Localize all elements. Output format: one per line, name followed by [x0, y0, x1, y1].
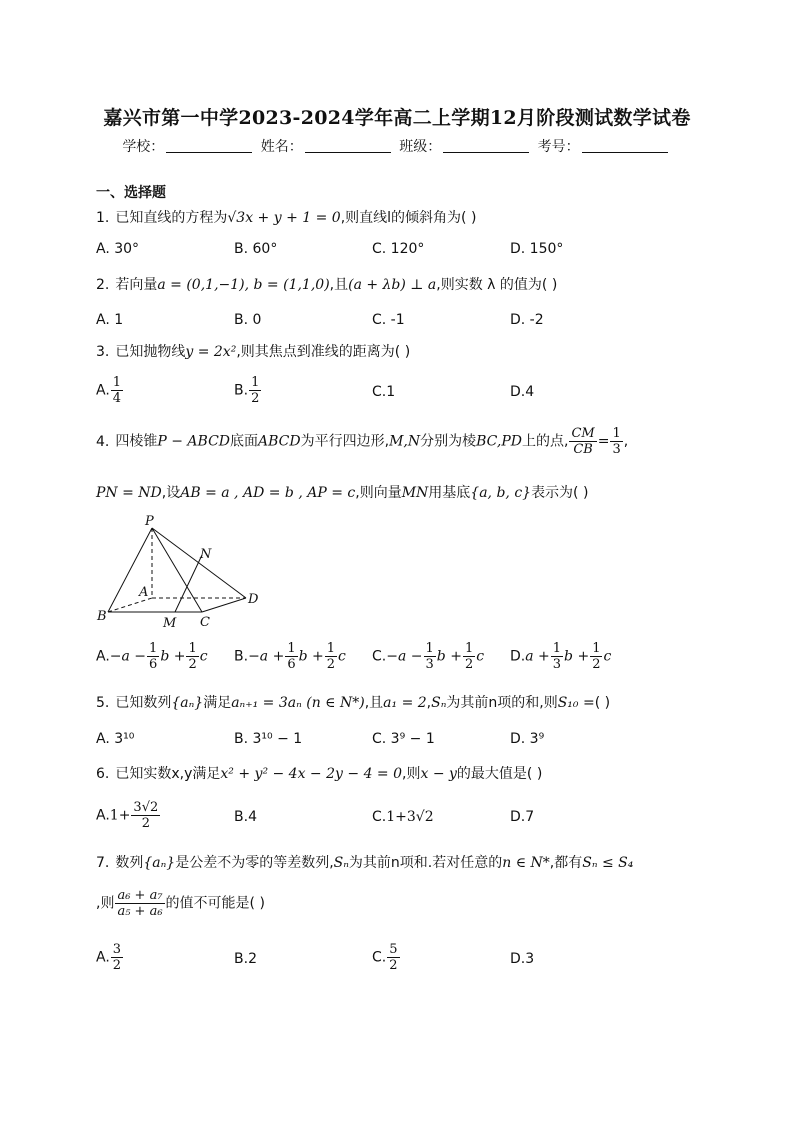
question-text: 分别为棱: [420, 433, 477, 450]
question-text: 底面: [230, 433, 259, 450]
label-a: A: [139, 585, 149, 600]
option-label: B.: [234, 382, 249, 399]
term: b +: [436, 648, 462, 665]
option-a[interactable]: A. 1: [96, 312, 124, 328]
question-text: 已知数列: [115, 695, 172, 711]
question-text: 为平行四边形,: [300, 433, 390, 450]
fraction: [424, 641, 436, 672]
fraction: [111, 942, 123, 973]
options-6: [96, 800, 716, 840]
question-text: ,且: [329, 277, 349, 293]
equation: y = 2x²: [185, 344, 237, 360]
question-text: ,设: [161, 485, 181, 501]
option-d[interactable]: [510, 809, 534, 825]
option-label: A.: [96, 648, 110, 665]
option-a[interactable]: [96, 375, 124, 406]
fraction: [463, 641, 475, 672]
option-label: A.: [96, 382, 110, 399]
option-value: 3: [525, 951, 535, 967]
options-1: [96, 241, 716, 271]
option-b[interactable]: [234, 809, 257, 825]
numerator: 1: [326, 641, 336, 656]
question-2: [96, 274, 716, 294]
numerator: 1: [112, 375, 122, 390]
label-d: D: [248, 592, 259, 607]
option-a[interactable]: [96, 800, 161, 831]
question-text: 上的点,: [521, 433, 569, 450]
denominator: 2: [188, 657, 197, 672]
numerator: 1: [188, 641, 197, 656]
question-number: 5.: [96, 695, 110, 711]
denominator: 2: [389, 958, 398, 973]
question-text: 已知抛物线: [115, 344, 186, 360]
option-value: 4: [248, 809, 257, 825]
option-c[interactable]: [372, 942, 401, 973]
denominator: 4: [112, 391, 122, 406]
denominator: 3: [552, 657, 562, 672]
question-5: [96, 692, 716, 712]
option-b[interactable]: B. 3¹⁰ − 1: [234, 731, 303, 747]
question-7-line-2: [96, 888, 716, 919]
equation: a = (0,1,−1), b = (1,1,0): [157, 277, 330, 293]
numerator: 5: [389, 942, 398, 957]
option-c[interactable]: C. 120°: [372, 241, 425, 257]
denominator: 3: [425, 657, 434, 672]
equation: {aₙ}: [171, 695, 204, 711]
section-title: 一、选择题: [96, 185, 166, 201]
fraction: [610, 426, 622, 457]
segment-mn: [175, 555, 202, 612]
question-text: ,则其焦点到准线的距离为( ): [236, 344, 411, 360]
option-c[interactable]: [372, 641, 484, 672]
fraction: [590, 641, 602, 672]
option-b[interactable]: B. 0: [234, 312, 262, 328]
question-text: ,且: [364, 695, 384, 711]
option-value: 7: [525, 809, 535, 825]
option-label: C.: [372, 809, 387, 825]
option-label: D.: [510, 648, 526, 665]
question-text: 已知直线的方程为: [115, 210, 228, 226]
numerator: CM: [571, 426, 595, 441]
option-a[interactable]: [96, 942, 124, 973]
term: b +: [564, 648, 590, 665]
equation: S₁₀ =: [557, 695, 595, 711]
equation: Sₙ ≤ S₄: [582, 855, 634, 871]
option-label: B.: [234, 809, 249, 825]
question-text: 是公差不为零的等差数列,: [175, 855, 334, 871]
equation: (a + λb) ⊥ a: [348, 277, 437, 293]
term: c: [338, 648, 346, 665]
option-value: 1+3√2: [386, 809, 434, 825]
option-label: B.: [234, 648, 249, 665]
fraction: [115, 888, 164, 919]
question-number: 2.: [96, 277, 110, 293]
option-b[interactable]: B. 60°: [234, 241, 278, 257]
fraction: [569, 426, 596, 457]
fraction: [387, 942, 399, 973]
label-p: P: [145, 514, 154, 529]
option-value: 2: [248, 951, 257, 967]
denominator: 6: [149, 657, 158, 672]
question-text: ,则向量: [355, 485, 402, 501]
option-d[interactable]: D. -2: [510, 312, 544, 328]
question-text: 满足: [203, 695, 232, 711]
fraction: [147, 641, 159, 672]
denominator: 2: [592, 657, 601, 672]
term: −a +: [248, 648, 285, 665]
question-text: ,则: [402, 766, 421, 782]
numerator: 3: [112, 942, 122, 957]
option-a[interactable]: [96, 641, 208, 672]
option-label: D.: [510, 384, 526, 400]
question-text: 用基底: [428, 485, 471, 501]
question-text: 的最大值是( ): [456, 766, 543, 782]
fraction: [285, 641, 297, 672]
question-text: 若向量: [115, 277, 158, 293]
question-text: 四棱锥: [115, 433, 158, 450]
question-text: 已知实数x,y满足: [115, 766, 221, 782]
denominator: a₅ + a₆: [117, 904, 163, 919]
option-b[interactable]: [234, 951, 257, 967]
option-a[interactable]: A. 3¹⁰: [96, 731, 135, 747]
fraction: [551, 641, 563, 672]
numerator: 1: [612, 426, 621, 441]
option-d[interactable]: [510, 951, 534, 967]
denominator: CB: [573, 442, 593, 457]
equation: ABCD: [258, 433, 301, 450]
question-text: ,都有: [549, 855, 583, 871]
fraction: [111, 375, 123, 406]
term: c: [476, 648, 485, 665]
option-d[interactable]: [510, 641, 611, 672]
options-5: [96, 731, 716, 761]
option-value: 1: [386, 384, 396, 400]
denominator: 6: [287, 657, 296, 672]
question-1: [96, 207, 716, 227]
question-number: 1.: [96, 210, 110, 226]
denominator: 2: [464, 657, 474, 672]
numerator: a₆ + a₇: [117, 888, 163, 903]
fraction: [131, 800, 160, 831]
denominator: 2: [326, 657, 336, 672]
option-c[interactable]: C. -1: [372, 312, 405, 328]
option-a[interactable]: A. 30°: [96, 241, 140, 257]
question-text: ,则实数 λ 的值为( ): [436, 277, 558, 293]
question-text: 的值不可能是( ): [165, 895, 265, 912]
question-6: [96, 763, 716, 783]
equation: BC,PD: [476, 433, 522, 450]
numerator: 1: [251, 375, 260, 390]
option-c[interactable]: [372, 384, 395, 400]
equation: M,N: [389, 433, 421, 450]
numerator: 1: [287, 641, 296, 656]
option-value: 4: [525, 384, 535, 400]
question-text: ( ): [594, 695, 611, 711]
option-label: C.: [372, 384, 387, 400]
option-c[interactable]: C. 3⁹ − 1: [372, 731, 435, 747]
equals-sign: =: [597, 433, 610, 450]
label-c: C: [200, 615, 210, 630]
equation: aₙ₊₁ = 3aₙ (n ∈ N*): [231, 695, 365, 711]
term: −a −: [109, 648, 147, 665]
equation: AB = a , AD = b , AP = c: [180, 485, 356, 501]
question-number: 6.: [96, 766, 110, 782]
student-info-line: [0, 136, 794, 156]
term: 1+: [109, 807, 131, 824]
id-label: 考号：: [537, 139, 580, 155]
option-d[interactable]: D. 3⁹: [510, 731, 545, 747]
question-text: 表示为( ): [531, 485, 589, 501]
denominator: 2: [141, 816, 150, 831]
option-label: C.: [372, 648, 387, 665]
numerator: 1: [592, 641, 601, 656]
numerator: 3√2: [133, 800, 159, 815]
question-7: [96, 852, 716, 872]
option-d[interactable]: D. 150°: [510, 241, 564, 257]
id-blank[interactable]: [582, 138, 668, 153]
name-blank[interactable]: [305, 138, 391, 153]
option-b[interactable]: [234, 375, 262, 406]
options-7: [96, 942, 716, 982]
question-text: ,则: [96, 895, 115, 912]
denominator: 3: [612, 442, 621, 457]
term: c: [199, 648, 208, 665]
equation: {a, b, c}: [470, 485, 532, 501]
question-text: 数列: [115, 855, 144, 871]
term: a +: [525, 648, 550, 665]
numerator: 1: [552, 641, 562, 656]
equation: P − ABCD: [157, 433, 231, 450]
exam-title: 嘉兴市第一中学2023-2024学年高二上学期12月阶段测试数学试卷: [103, 107, 691, 129]
name-label: 姓名：: [260, 139, 303, 155]
label-m: M: [163, 616, 177, 630]
label-b: B: [97, 609, 107, 624]
numerator: 1: [149, 641, 158, 656]
equation: n ∈ N*: [502, 855, 550, 871]
option-label: A.: [96, 807, 110, 824]
question-text: 为其前n项的和,则: [446, 695, 558, 711]
edge-cd: [202, 598, 246, 612]
numerator: 1: [425, 641, 434, 656]
equation: x − y: [420, 766, 457, 782]
label-n: N: [200, 547, 212, 562]
fraction: [249, 375, 261, 406]
option-b[interactable]: [234, 641, 346, 672]
option-label: D.: [510, 809, 526, 825]
equation: Sₙ: [333, 855, 349, 871]
fraction: [325, 641, 337, 672]
numerator: 1: [464, 641, 474, 656]
fraction: [186, 641, 198, 672]
question-text: ,则直线l的倾斜角为( ): [340, 210, 477, 226]
options-2: [96, 312, 716, 342]
term: c: [603, 648, 612, 665]
equation: a₁ = 2: [383, 695, 427, 711]
question-4-line-2: [96, 482, 716, 502]
question-3: [96, 341, 716, 361]
edge-pd: [152, 528, 246, 598]
school-label: 学校：: [122, 139, 165, 155]
equation: {aₙ}: [143, 855, 176, 871]
options-3: [96, 375, 716, 413]
equation: Sₙ: [431, 695, 447, 711]
question-text: ,: [426, 695, 432, 711]
class-label: 班级：: [399, 139, 442, 155]
option-d[interactable]: [510, 384, 534, 400]
denominator: 2: [112, 958, 122, 973]
term: −a −: [386, 648, 423, 665]
question-number: 4.: [96, 433, 110, 450]
term: b +: [298, 648, 324, 665]
pyramid-figure: [96, 512, 266, 630]
equation: MN: [401, 485, 429, 501]
question-number: 7.: [96, 855, 110, 871]
option-c[interactable]: [372, 809, 434, 825]
options-4: [96, 641, 716, 679]
school-blank[interactable]: [166, 138, 252, 153]
denominator: 2: [251, 391, 260, 406]
option-label: B.: [234, 951, 249, 967]
equation: √3x + y + 1 = 0: [227, 210, 341, 226]
term: b +: [160, 648, 186, 665]
equation: PN = ND: [96, 485, 162, 501]
option-label: D.: [510, 951, 526, 967]
class-blank[interactable]: [443, 138, 529, 153]
question-4: 4. 四棱锥P − ABCD底面ABCD为平行四边形,M,N分别为棱BC,PD上的点, $\frac{CM}{CB}$ = $\frac{1}{3}$ ,: [96, 426, 629, 457]
question-number: 3.: [96, 344, 110, 360]
equation: x² + y² − 4x − 2y − 4 = 0: [220, 766, 403, 782]
option-label: C.: [372, 949, 387, 966]
question-text: 为其前n项和.若对任意的: [348, 855, 503, 871]
option-label: A.: [96, 949, 110, 966]
